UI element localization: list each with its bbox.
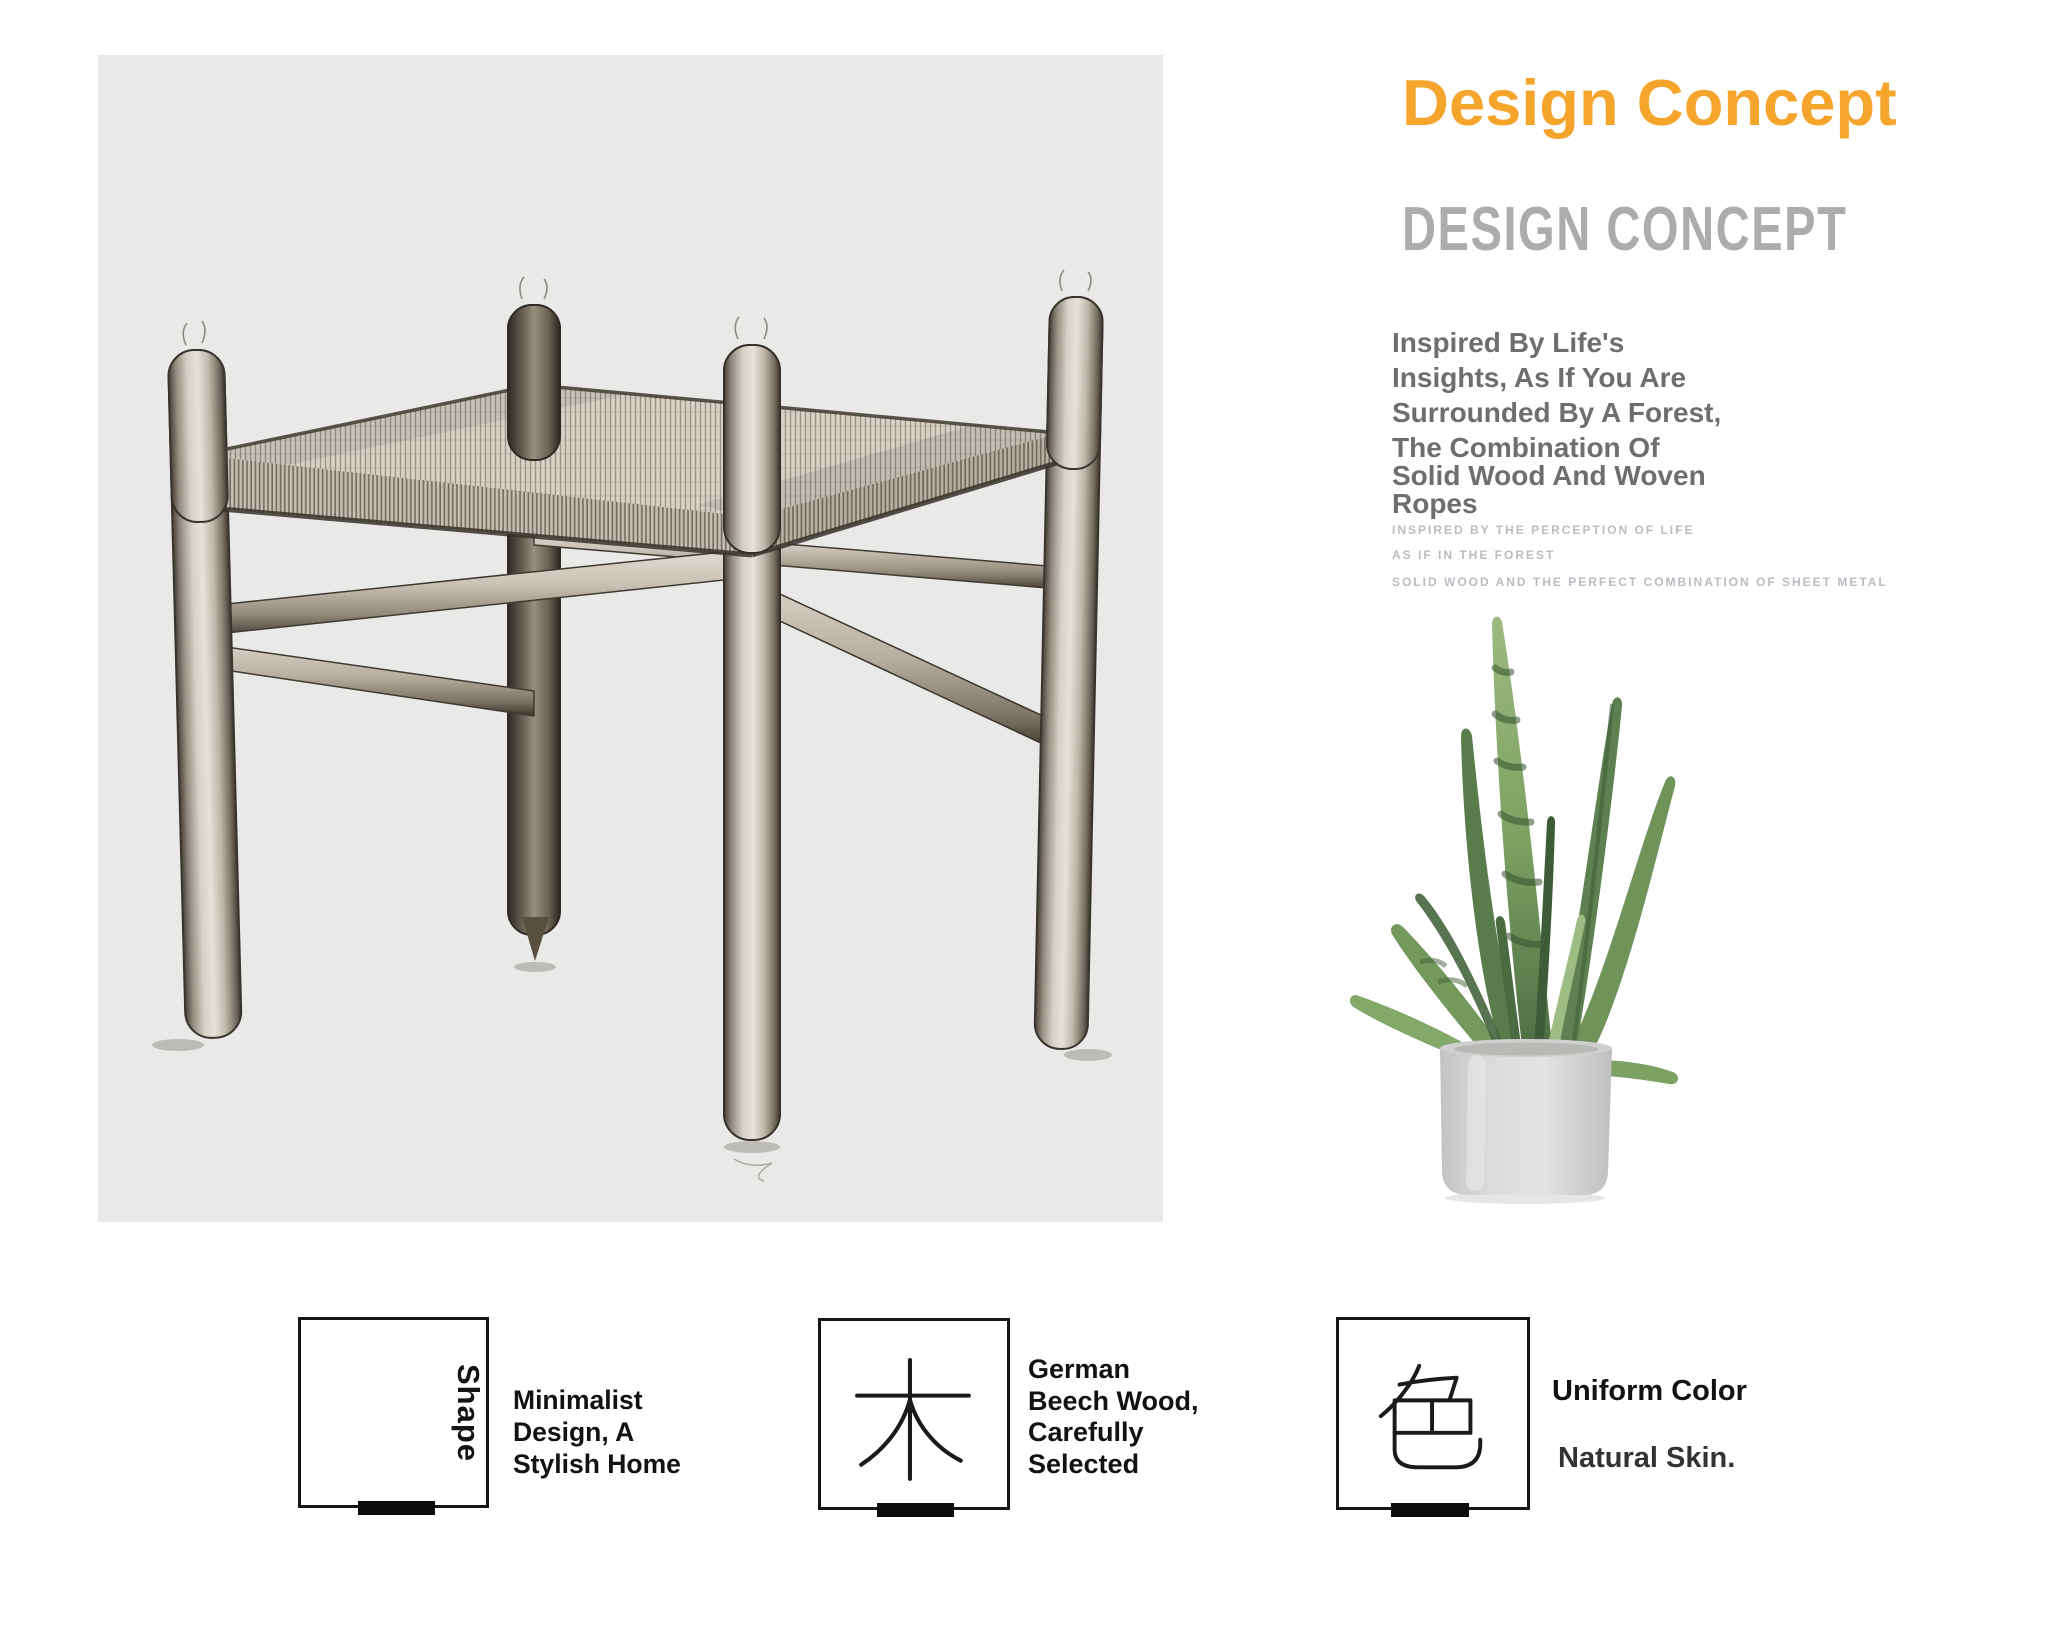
feature-caption-color-line2: Natural Skin. — [1558, 1442, 1736, 1474]
stool-rail-left-front — [198, 549, 752, 636]
shape-vertical-label: Shape — [451, 1364, 486, 1463]
page-title: Design Concept — [1402, 66, 1897, 139]
plant-image — [1325, 606, 1715, 1206]
caption-line: Design, A — [513, 1417, 635, 1447]
concept-line: Solid Wood And Woven — [1392, 460, 1706, 491]
concept-line: Inspired By Life's — [1392, 327, 1625, 358]
pedestal-bar — [1391, 1503, 1469, 1517]
sketch-panel — [98, 55, 1163, 1222]
kanji-color-icon — [1373, 1359, 1495, 1485]
feature-box-shape — [298, 1317, 489, 1508]
feature-box-wood — [818, 1318, 1010, 1510]
caption-line: Minimalist — [513, 1385, 643, 1415]
kanji-wood-icon — [845, 1355, 981, 1485]
plant-leaves — [1350, 617, 1678, 1085]
sketch-scribble — [734, 1159, 772, 1181]
pedestal-bar — [877, 1503, 954, 1517]
stool-sketch-image — [98, 55, 1163, 1222]
concept-subline: INSPIRED BY THE PERCEPTION OF LIFE — [1392, 523, 1695, 537]
caption-line: Carefully — [1028, 1417, 1144, 1447]
feature-caption-wood — [1028, 1354, 1199, 1480]
feature-box-color — [1336, 1317, 1530, 1510]
stool-woven-seat — [198, 385, 1060, 555]
plant-pot — [1440, 1039, 1612, 1204]
concept-line: Insights, As If You Are — [1392, 362, 1687, 393]
caption-line: Selected — [1028, 1448, 1140, 1479]
caption-line: Beech Wood, — [1028, 1385, 1199, 1416]
caption-line: German — [1028, 1354, 1131, 1384]
concept-subline: AS IF IN THE FOREST — [1392, 548, 1556, 562]
concept-line: Surrounded By A Forest, — [1392, 397, 1722, 428]
watermark-title: DESIGN CONCEPT — [1402, 195, 1848, 264]
concept-line: The Combination Of — [1392, 432, 1660, 463]
feature-caption-color-line1: Uniform Color — [1552, 1375, 1747, 1407]
sketch-fuzz-strokes — [183, 270, 1091, 345]
feature-caption-shape — [513, 1384, 681, 1480]
concept-subline: SOLID WOOD AND THE PERFECT COMBINATION OF SHEET METAL — [1392, 575, 1888, 589]
caption-line: Stylish Home — [513, 1449, 681, 1479]
foot-shadows — [152, 962, 1112, 1153]
stool-rail-front-right — [752, 581, 1058, 751]
pedestal-bar — [358, 1501, 435, 1515]
stool-rail-left-back — [198, 643, 534, 716]
concept-line: Ropes — [1392, 488, 1478, 519]
